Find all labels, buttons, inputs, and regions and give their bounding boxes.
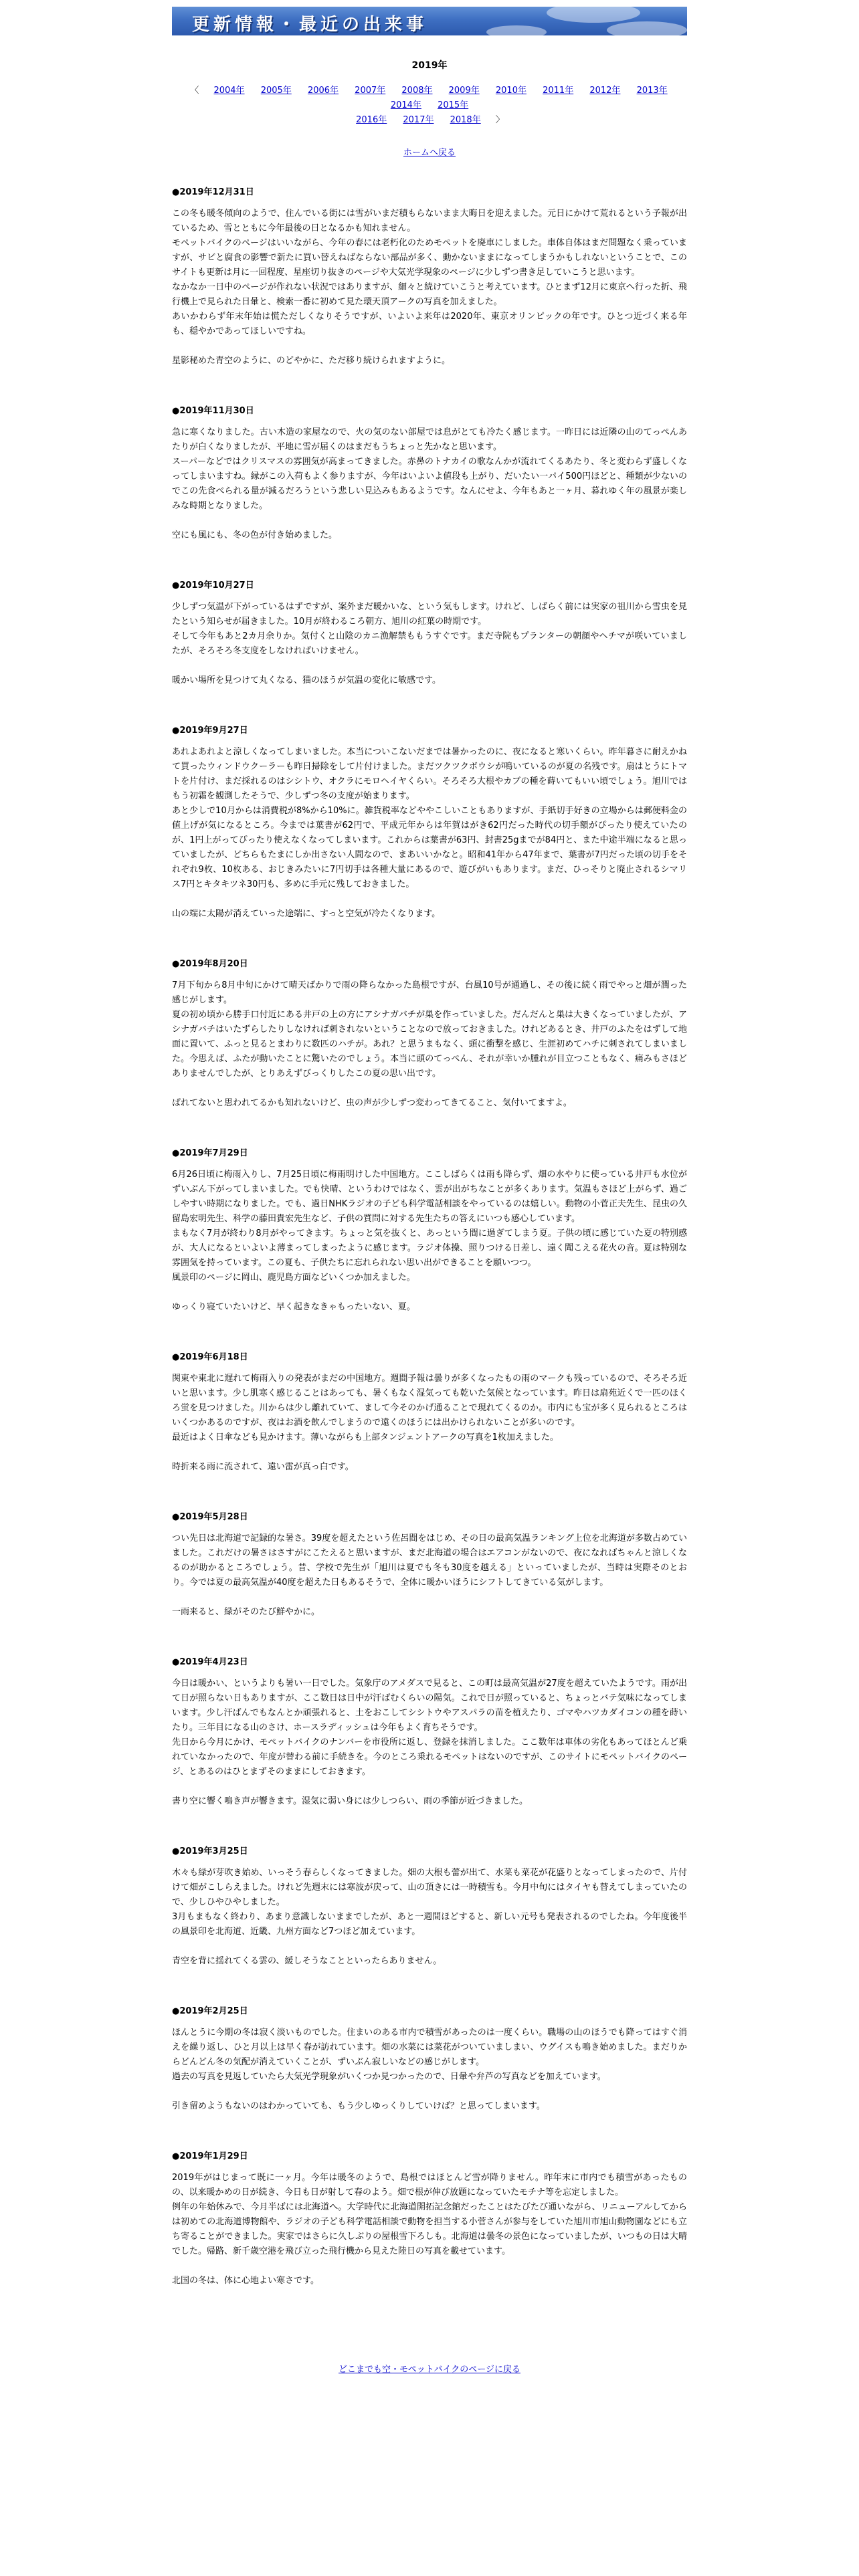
year-link-2016[interactable]: 2016年 (356, 115, 387, 125)
entry-closing-line: 北国の冬は、体に心地よい寒さです。 (172, 2276, 319, 2286)
diary-entry (172, 1844, 687, 1969)
entry-closing-line: 空にも風にも、冬の色が付き始めました。 (172, 530, 338, 540)
entry-closing-line: 暖かい場所を見つけて丸くなる、猫のほうが気温の変化に敏感です。 (172, 675, 441, 685)
entry-paragraph: そして今年もあと2カ月余りか。気付くと山陰のカニ漁解禁ももうすぐです。まだ寺院もプランターの朝顔やヘチマが咲いていましたが、そろそろ冬支度をしなければいけません。 (172, 631, 687, 656)
year-link-2018[interactable]: 2018年 (450, 115, 481, 125)
entry-closing-line: 時折来る雨に流されて、遠い雷が真っ白です。 (172, 1462, 354, 1472)
entry-body (172, 745, 687, 892)
diary-entry (172, 723, 687, 922)
year-link-2007[interactable]: 2007年 (355, 86, 386, 96)
entry-paragraph: 先日から今月にかけ、モペットバイクのナンバーを市役所に返し、登録を抹消しました。ここ数年は車体の劣化もあってほとんど乗れていなかったので、年度が替わる前に手続きを。今のところ乗れるモペットはないのですが、このサイトにモペットバイクのページ、とあるのはひとまずそのままにしておきます。 (172, 1737, 687, 1777)
entry-body (172, 207, 687, 339)
entry-date: ●2019年1月29日 (172, 2151, 248, 2161)
year-link-2005[interactable]: 2005年 (260, 86, 292, 96)
year-link-2011[interactable]: 2011年 (543, 86, 574, 96)
entry-date: ●2019年9月27日 (172, 726, 248, 736)
entry-paragraph: あと少しで10月からは消費税が8%から10%に。雑貨税率などややこしいこともありますが、手紙切手好きの立場からは郵便料金の値上げが気になるところ。今までは葉書が62円で、平成元年からは年賀はがき62円だった時代の切手額がぴったり使えていたのが、1円上がってぴったり使えなくなってしまいます。これからは葉書が63円、封書25gまでが84円と、また中途半端になると思っていましたが、どちらもたまにしか出さない人間なので、まあいいかなと。昭和41年から47年まで、葉書が7円だった頃の切手をそれぞれ9枚、10枚ある、おじきみたいに7円切手は各種大量にあるので、遊びがいもあります。まだ、ひっそりと廃止されるシマリス7円とキタキツネ30円も、多めに手元に残しておきました。 (172, 806, 687, 889)
entry-date: ●2019年5月28日 (172, 1512, 248, 1522)
entry-closing-line: 星影秘めた青空のように、のどやかに、ただ移り続けられますように。 (172, 356, 451, 366)
entry-body (172, 2171, 687, 2259)
year-link-2008[interactable]: 2008年 (401, 86, 433, 96)
year-link-2013[interactable]: 2013年 (636, 86, 668, 96)
entry-paragraph: 少しずつ気温が下がっているはずですが、案外まだ暖かいな、という気もします。けれど、しばらく前には実家の祖川から雪虫を見たという知らせが届きました。10月が終わるころ朝方、旭川の紅葉の時期です。 (172, 602, 687, 627)
diary-entry (172, 578, 687, 688)
entry-date: ●2019年3月25日 (172, 1846, 248, 1856)
year-link-2017[interactable]: 2017年 (403, 115, 434, 125)
entry-body (172, 600, 687, 659)
banner-cloud (547, 7, 640, 23)
entry-paragraph: 6月26日頃に梅雨入りし、7月25日頃に梅雨明けした中国地方。ここしばらくは雨も降らず、畑の水やりに使っている井戸も水位がずいぶん下がってしまいました。でも快晴、というわけではなく、雲が出がちなことが多くあります。気温もさほど上がらず、過ごしやすい時期になりました。でも、過日NHKラジオの子ども科学電話相談をやっているのは嬉しい。動物の小菅正夫先生、昆虫の久留島宏明先生、科学の藤田貴宏先生など、子供の質問に対する先生たちの答えにいつも感心しています。 (172, 1170, 687, 1224)
entry-date: ●2019年12月31日 (172, 187, 254, 197)
entry-paragraph: 急に寒くなりました。古い木造の家屋なので、火の気のない部屋では息がとても冷たく感じます。一昨日には近隣の山のてっぺんあたりが白くなりましたが、平地に雪が届くのはまだもうちょっと先かなと思います。 (172, 427, 687, 452)
year-link-2009[interactable]: 2009年 (448, 86, 480, 96)
year-link-2014[interactable]: 2014年 (390, 100, 421, 110)
entry-body (172, 2026, 687, 2084)
entry-paragraph: あいかわらず年末年始は慌ただしくなりそうですが、いよいよ来年は2020年、東京オリンピックの年です。ひとつ近づく来る年も、穏やかであってほしいですね。 (172, 312, 687, 336)
entry-paragraph: スーパーなどではクリスマスの雰囲気が高まってきました。赤鼻のトナカイの歌なんかが流れてくるあたり、冬と変わらず盛しくなってしまいますね。縁がこの入荷もよく参りますが、今年はいよいよ値段も上がり、だいたい一パイ500円ほどと、種類が少ないのでこの先食べられる量が減るだろうという悲しい見込みもあるようです。なんにせよ、今年もあと一ヶ月、暮れゆく年の風景が楽しみな時期となりました。 (172, 457, 687, 511)
entry-body (172, 1866, 687, 1939)
entry-body (172, 1372, 687, 1445)
entry-paragraph: 最近はよく日傘なども見かけます。薄いながらも上部タンジェントアークの写真を1枚加えました。 (172, 1432, 559, 1442)
diary-entry (172, 185, 687, 368)
page-container (172, 7, 687, 2375)
entry-paragraph: あれよあれよと涼しくなってしまいました。本当についこないだまでは暑かったのに、夜になると寒いくらい。昨年暮さに耐えかねて買ったウィンドウクーラーも昨日掃除をして片付けました。まだツクツクボウシが鳴いているのが夏の名残です。扇はとうにトマトを片付け、まだ採れるのはシシトウ、オクラにモロヘイヤくらい。そろそろ大根やカブの種を蒔いてもいい頃でしょう。旭川ではもう初霜を観測したそうで、少しずつ冬の支度が始まります。 (172, 747, 687, 801)
footer-link-wrapper (172, 2362, 687, 2375)
entry-body (172, 1677, 687, 1780)
entry-body (172, 425, 687, 514)
year-link-2015[interactable]: 2015年 (438, 100, 469, 110)
entry-closing-line: 青空を背に揺れてくる雲の、緩しそうなことといったらありません。 (172, 1956, 442, 1966)
entry-paragraph: 例年の年始休みで、今月半ばには北海道へ。大学時代に北海道開拓記念館だったことはたびたび通いながら、リニューアルしてからは初めての北海道博物館や、ラジオの子ども科学電話相談で動物を担当する小菅さんが参与をしていた旭川市旭山動物園などにも立ち寄ることができました。実家ではさらに久しぶりの屋根雪下ろしも。北海道は曇冬の景色になっていましたが、いつもの日は大晴でした。帰路、新千歳空港を飛び立った飛行機から見えた陸日の写真を載せています。 (172, 2202, 687, 2256)
entry-paragraph: 3月もまもなく終わり、あまり意識しないままでしたが、あと一週間ほどすると、新しい元号も発表されるのでしたね。今年度後半の風景印を北海道、近畿、九州方面など7つほど加えています。 (172, 1912, 687, 1937)
nav-bracket-close: 〉 (495, 115, 504, 125)
year-link-2004[interactable]: 2004年 (213, 86, 245, 96)
diary-entry (172, 1509, 687, 1620)
year-link-2010[interactable]: 2010年 (495, 86, 527, 96)
diary-entry (172, 956, 687, 1111)
diary-entry (172, 1654, 687, 1809)
entry-date: ●2019年11月30日 (172, 406, 254, 416)
entry-body (172, 1168, 687, 1285)
entry-paragraph: 過去の写真を見返していたら大気光学現象がいくつか見つかったので、日暈や弁芦の写真などを加えています。 (172, 2072, 606, 2082)
entry-body (172, 978, 687, 1081)
banner (172, 7, 687, 35)
entry-paragraph: 2019年がはじまって既に一ヶ月。今年は暖冬のようで、島根ではほとんど雪が降りません。昨年末に市内でも積雪があったものの、以来暖かめの日が続き、今日も日が射して春のよう。畑で根が伸び放題になっていたモチナ等を忘定しました。 (172, 2173, 687, 2197)
diary-entry (172, 2004, 687, 2114)
year-link-2006[interactable]: 2006年 (307, 86, 339, 96)
entry-paragraph: つい先日は北海道で記録的な暑さ。39度を超えたという佐呂間をはじめ、その日の最高気温ランキング上位を北海道が多数占めていました。これだけの暑さはさすがにこたえると思いますが、まだ北海道の場合はエアコンがないので、夜になればちゃんと涼しくなるのが助かるところでしょう。昔、学校で先生が「旭川は夏でも冬も30度を越える」といっていましたが、当時は実際そのとおり。今では夏の最高気温が40度を超えた日もあるそうで、全体に暖かいほうにシフトしてきている気がします。 (172, 1533, 687, 1588)
diary-entry (172, 1350, 687, 1475)
year-link-2012[interactable]: 2012年 (589, 86, 621, 96)
diary-entry (172, 403, 687, 543)
entry-date: ●2019年8月20日 (172, 959, 248, 969)
home-link-wrapper (172, 145, 687, 158)
entry-paragraph: 7月下旬から8月中旬にかけて晴天ばかりで雨の降らなかった島根ですが、台風10号が通過し、その後に続く雨でやっと畑が潤った感じがします。 (172, 980, 687, 1005)
entry-closing-line: 一雨来ると、緑がそのたび鮮やかに。 (172, 1607, 320, 1617)
banner-cloud (607, 21, 687, 35)
entry-closing-line: ぱれてないと思われてるかも知れないけど、虫の声が少しずつ変わってきてること、気付いてますよ。 (172, 1098, 572, 1108)
entries-list (172, 185, 687, 2288)
entry-paragraph: なかなか一日中のページが作れない状況ではありますが、細々と続けていこうと考えています。ひとまず12月に東京へ行った折、飛行機上で見られた日暈と、検索一番に初めて見た環天頂アークの写真を加えました。 (172, 282, 687, 307)
page-title: 2019年 (411, 60, 448, 71)
entry-date: ●2019年6月18日 (172, 1352, 248, 1362)
diary-entry (172, 1146, 687, 1315)
entry-date: ●2019年7月29日 (172, 1148, 248, 1158)
entry-paragraph: モペットバイクのページはいいながら、今年の春には老朽化のためモペットを廃車にしました。車体自体はまだ問題なく乗っていますが、サビと腐食の影響で新たに買い替えねばならない部品が多く、動かないままになってしまうかもしれないということで、このサイトも更新は月に一回程度、星座切り抜きのページや大気光学現象のページに少しずつ書き足していこうと思います。 (172, 238, 687, 278)
entry-body (172, 1531, 687, 1590)
home-link[interactable]: ホームへ戻る (403, 148, 456, 158)
entry-paragraph: 夏の初め頃から勝手口付近にある井戸の上の方にアシナガバチが巣を作っていました。だんだんと巣は大きくなっていましたが、アシナガバチはいたずらしたりしなければ刺されないということなので放っておきました。けれどあるとき、井戸のふたをはずして地面に置いて、ふっと見るとまわりに数匹のハチが。あれ？と思うまもなく、頭に衝撃を感じ、生涯初めてハチに刺されてしまいました。今思えば、ふたが動いたことに驚いたのでしょう。本当に頭のてっぺん、それが幸いか腫れが目立つこともなく、痛みもさほどありませんでしたが、とりあえずびっくりしたこの夏の思い出です。 (172, 1010, 687, 1079)
entry-date: ●2019年2月25日 (172, 2006, 248, 2016)
entry-paragraph: ほんとうに今期の冬は寂く淡いものでした。住まいのある市内で積雪があったのは一度くらい。職場の山のほうでも降ってはすぐ消えを繰り返し、ひと月以上は早く春が訪れています。畑の水菜には菜花がついていましまい、ウグイスも鳴き始めました。まだりからどんどん冬の気配が消えていくことが、ずいぶん寂しいなどの感じがします。 (172, 2028, 687, 2067)
entry-closing-line: 引き留めようもないのはわかっていても、もう少しゆっくりしていけば？と思ってしまいます。 (172, 2101, 545, 2111)
entry-closing-line: 書り空に響く鳴き声が響きます。湿気に弱い身には少しつらい、雨の季節が近づきました。 (172, 1796, 528, 1806)
entry-paragraph: この冬も暖冬傾向のようで、住んでいる街には雪がいまだ積もらないまま大晦日を迎えました。元日にかけて荒れるという予報が出ているため、雪とともに今年最後の日となるかも知れません。 (172, 209, 687, 233)
entry-paragraph: 関東や東北に遅れて梅雨入りの発表がまだの中国地方。週間予報は曇りが多くなったもの雨のマークも残っているので、そろそろ近いと思います。少し肌寒く感じることはあっても、暑くもなく湿気っても乾いた気候となっています。昨日は扇苑近くで一匹のほくろ蛍を見つけました。川からは少し離れていて、まして今そのかげ通ることで現れてくるのか。市内にも宝が多く見られるところはいくつかあるのですが、夜はお酒を飲んでしまうので遠くのほうには出かけられないことが多いのです。 (172, 1374, 687, 1428)
entry-paragraph: まもなく7月が終わり8月がやってきます。ちょっと気を抜くと、あっという間に過ぎてしまう夏。子供の頃に感じていた夏の特別感が、大人になるといよいよ薄まってしまったように感じます。ラジオ体操、照りつける日差し、遠く聞こえる花火の音。夏は特別な雰囲気を持っています。この夏も、子供たちに忘れられない思い出ができることを願いつつ。 (172, 1228, 687, 1268)
entry-paragraph: 木々も緑が芽吹き始め、いっそう春らしくなってきました。畑の大根も蕾が出て、水菜も菜花が花盛りとなってしまったので、片付けて畑がこしらえました。けれど先週末には寒波が戻って、山の頂きには一時積雪も。今月中旬にはタイヤも替えてしまっていたので、少しひやひやしました。 (172, 1868, 687, 1907)
banner-cloud (486, 25, 547, 35)
year-navigation (172, 84, 687, 128)
banner-title: 更新情報・最近の出来事 (192, 15, 428, 35)
entry-date: ●2019年10月27日 (172, 580, 254, 591)
back-to-top-link[interactable]: どこまでも空・モペットバイクのページに戻る (339, 2365, 520, 2375)
diary-entry (172, 2149, 687, 2288)
entry-closing-line: ゆっくり寝ていたいけど、早く起きなきゃもったいない、夏。 (172, 1302, 415, 1312)
entry-closing-line: 山の端に太陽が消えていった途端に、すっと空気が冷たくなります。 (172, 909, 441, 919)
entry-paragraph: 今日は暖かい、というよりも暑い一日でした。気象庁のアメダスで見ると、この町は最高気温が27度を超えていたようです。雨が出て日が照らない日もありますが、ここ数日は日中が汗ばむくらいの陽気。これで日が照っていると、ちょっとバテ気味になってしまいます。少し汗ばんでもなんとか頑張れると、土をおこしてシシトウやアスパラの苗を植えたり、ゴマやハツカダイコンの種を蒔いたり。三年目になる山のさけ、ホースラディッシュは今年もよく育ちそうです。 (172, 1679, 687, 1733)
entry-paragraph: 風景印のページに岡山、鹿児島方面などいくつか加えました。 (172, 1273, 415, 1283)
entry-date: ●2019年4月23日 (172, 1657, 248, 1667)
nav-bracket-open: 〈 (190, 86, 199, 96)
